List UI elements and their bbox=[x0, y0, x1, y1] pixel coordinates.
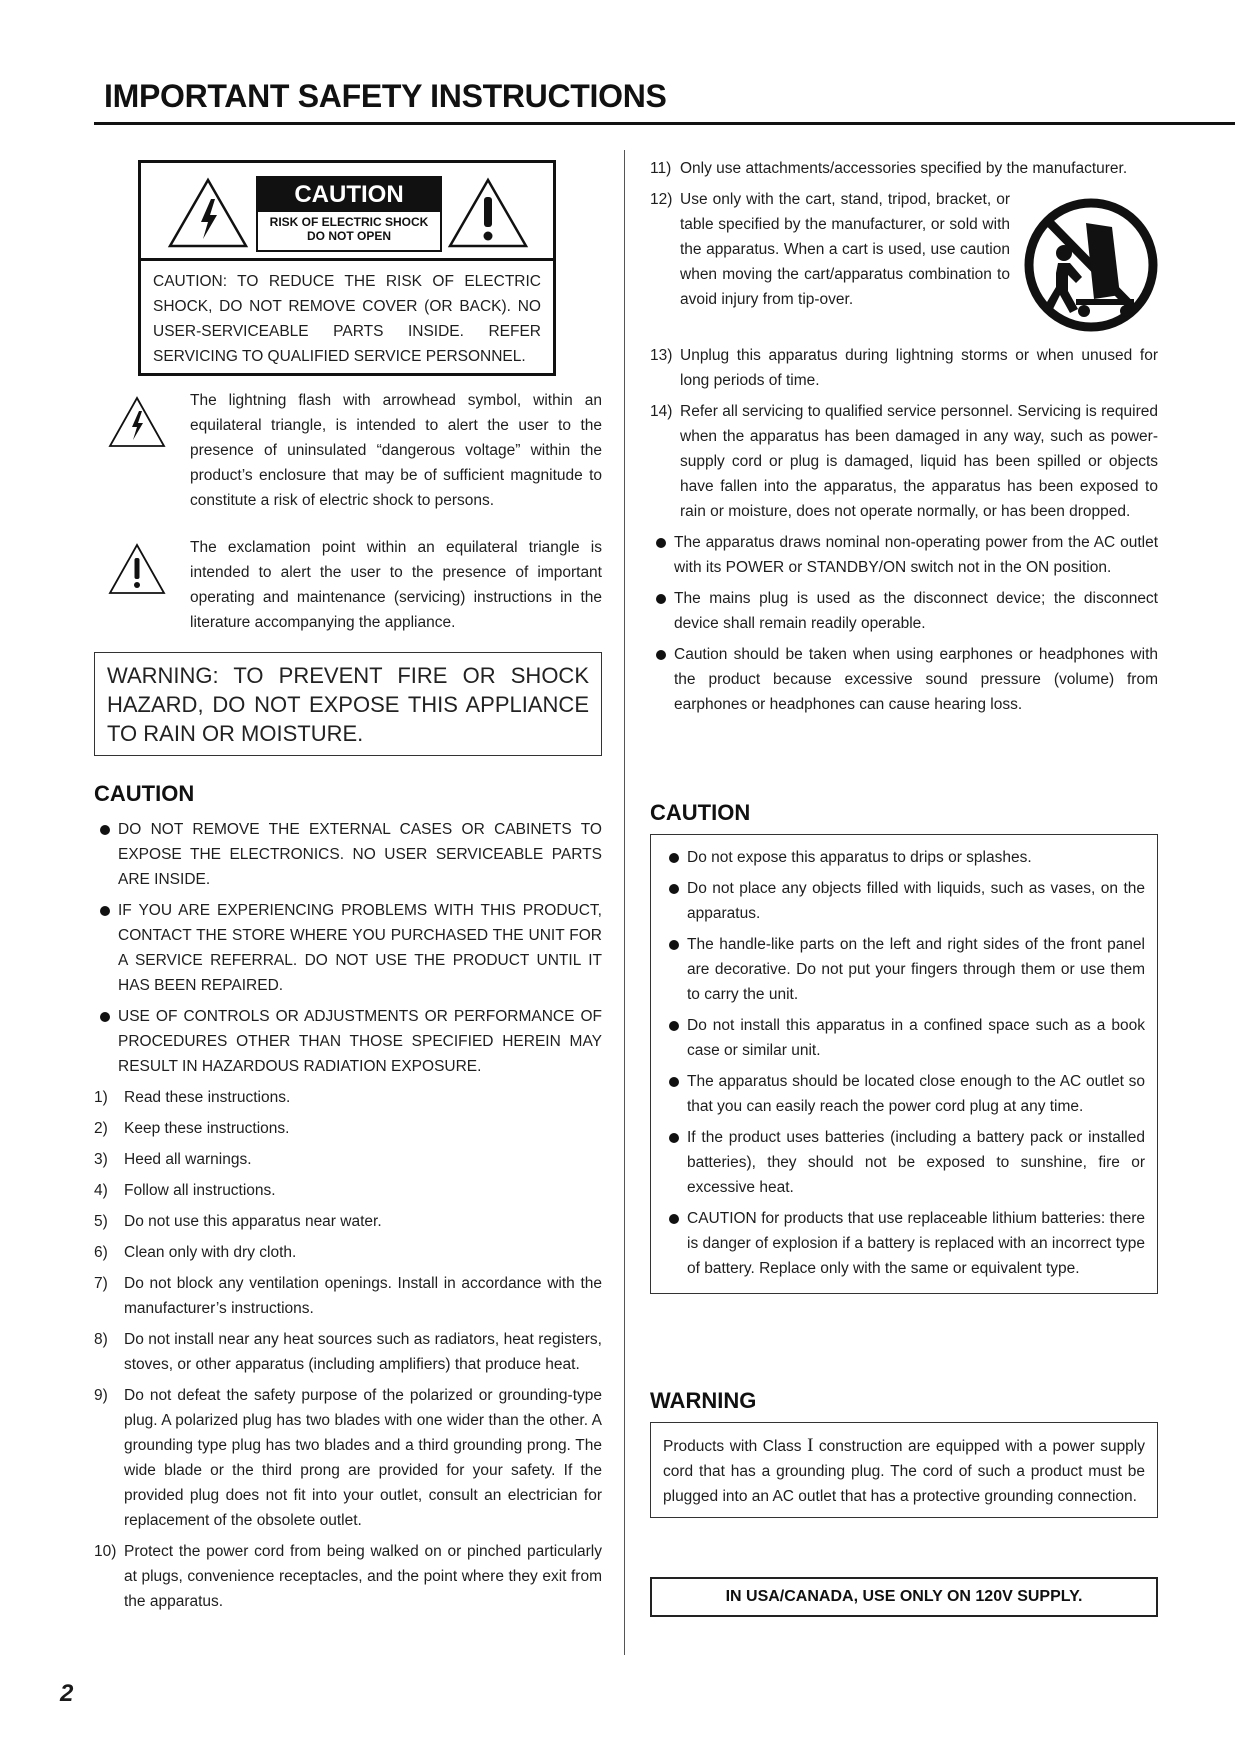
bullet-icon bbox=[669, 1133, 679, 1143]
right-caution-section bbox=[650, 800, 1158, 1294]
column-divider bbox=[624, 150, 625, 1655]
caution-label-box bbox=[138, 160, 556, 376]
list-item: 2) Keep these instructions. bbox=[94, 1120, 290, 1137]
list-item: IF YOU ARE EXPERIENCING PROBLEMS WITH THIS PRODUCT, CONTACT THE STORE WHERE YOU PURCHASED THE UNIT FOR A SERVICE REFERRAL. DO NOT USE THE PRODUCT UNTIL IT HAS BEEN REPAIRED. bbox=[94, 898, 602, 998]
list-item: Do not place any objects filled with liquids, such as vases, on the apparatus. bbox=[663, 876, 1145, 926]
list-item: If the product uses batteries (including a battery pack or installed batteries), they should not be exposed to sunshine, fire or excessive heat. bbox=[663, 1125, 1145, 1200]
left-caution-heading: CAUTION bbox=[94, 781, 195, 806]
fire-warning-box: WARNING: TO PREVENT FIRE OR SHOCK HAZARD, DO NOT EXPOSE THIS APPLIANCE TO RAIN OR MOISTURE. bbox=[94, 652, 602, 756]
list-item: 3) Heed all warnings. bbox=[94, 1151, 252, 1168]
exclamation-symbol-icon bbox=[108, 543, 166, 595]
bullet-icon bbox=[669, 1021, 679, 1031]
caution-label bbox=[256, 176, 442, 252]
instructions-list-left bbox=[94, 1085, 602, 1614]
bullet-icon bbox=[669, 884, 679, 894]
list-item: Do not install this apparatus in a confined space such as a book case or similar unit. bbox=[663, 1013, 1145, 1063]
bullet-icon bbox=[656, 650, 666, 660]
lightning-triangle-icon bbox=[167, 177, 249, 249]
right-caution-box bbox=[650, 834, 1158, 1294]
bullet-icon bbox=[100, 825, 110, 835]
cart-tip-over-icon bbox=[1024, 187, 1158, 339]
list-item: 6) Clean only with dry cloth. bbox=[94, 1244, 297, 1261]
list-item: Caution should be taken when using earphones or headphones with the product because excessive sound pressure (volume) from earphones or headphones can cause hearing loss. bbox=[650, 642, 1158, 717]
class-warning-section bbox=[650, 1388, 1158, 1518]
list-item: USE OF CONTROLS OR ADJUSTMENTS OR PERFORMANCE OF PROCEDURES OTHER THAN THOSE SPECIFIED HEREIN MAY RESULT IN HAZARDOUS RADIATION EXPOSURE. bbox=[94, 1004, 602, 1079]
list-item: 12) Use only with the cart, stand, tripod, bracket, or table specified by the manufacturer, or sold with the apparatus. When a cart is used, use caution when moving the cart/apparatus combination to avoid injury from tip-over. bbox=[650, 187, 1158, 312]
bullet-icon bbox=[669, 1214, 679, 1224]
power-bullets-list bbox=[650, 530, 1158, 717]
page-number: 2 bbox=[60, 1680, 74, 1707]
supply-note: IN USA/CANADA, USE ONLY ON 120V SUPPLY. bbox=[650, 1577, 1158, 1617]
caution-box-text: CAUTION: TO REDUCE THE RISK OF ELECTRIC SHOCK, DO NOT REMOVE COVER (OR BACK). NO USER-SERVICEABLE PARTS INSIDE. REFER SERVICING TO QUALIFIED SERVICE PERSONNEL. bbox=[153, 273, 541, 365]
lightning-explanation-text: The lightning flash with arrowhead symbol, within an equilateral triangle, is intended to alert the user to the presence of uninsulated “dangerous voltage” within the product’s enclosure that may be of sufficient magnitude to constitute a risk of electric shock to persons. bbox=[190, 392, 602, 509]
right-caution-list bbox=[663, 845, 1145, 1281]
bullet-icon bbox=[656, 594, 666, 604]
bullet-icon bbox=[669, 853, 679, 863]
bullet-icon bbox=[669, 940, 679, 950]
list-item: 8) Do not install near any heat sources such as radiators, heat registers, stoves, or other apparatus (including amplifiers) that produce heat. bbox=[94, 1331, 602, 1373]
title-rule bbox=[94, 122, 1235, 125]
right-instructions bbox=[650, 156, 1158, 723]
left-caution-section bbox=[94, 781, 602, 1620]
list-item: 5) Do not use this apparatus near water. bbox=[94, 1213, 382, 1230]
class-warning-heading: WARNING bbox=[650, 1388, 757, 1413]
exclamation-explanation bbox=[108, 535, 602, 635]
list-item: The apparatus draws nominal non-operating power from the AC outlet with its POWER or STANDBY/ON switch not in the ON position. bbox=[650, 530, 1158, 580]
exclamation-triangle-icon bbox=[447, 177, 529, 249]
list-item: DO NOT REMOVE THE EXTERNAL CASES OR CABINETS TO EXPOSE THE ELECTRONICS. NO USER SERVICEABLE PARTS ARE INSIDE. bbox=[94, 817, 602, 892]
caution-box-rule bbox=[141, 258, 553, 261]
lightning-explanation bbox=[108, 388, 602, 513]
list-item: 10) Protect the power cord from being walked on or pinched particularly at plugs, convenience receptacles, and the point where they exit from the apparatus. bbox=[94, 1543, 602, 1610]
list-item: The mains plug is used as the disconnect device; the disconnect device shall remain readily operable. bbox=[650, 586, 1158, 636]
class-mark: I bbox=[807, 1435, 814, 1456]
exclamation-explanation-text: The exclamation point within an equilateral triangle is intended to alert the user to the presence of important operating and maintenance (servicing) instructions in the literature accompanying the appliance. bbox=[190, 539, 602, 631]
bullet-icon bbox=[669, 1077, 679, 1087]
list-item: 7) Do not block any ventilation openings. Install in accordance with the manufacturer’s instructions. bbox=[94, 1275, 602, 1317]
list-item: 14) Refer all servicing to qualified service personnel. Servicing is required when the apparatus has been damaged in any way, such as power-supply cord or plug is damaged, liquid has been spilled or objects have fallen into the apparatus, the apparatus has been exposed to rain or moisture, does not operate normally, or has been dropped. bbox=[650, 403, 1158, 520]
bullet-icon bbox=[100, 1012, 110, 1022]
caution-label-heading: CAUTION bbox=[258, 178, 440, 212]
caution-label-line2: DO NOT OPEN bbox=[306, 229, 391, 243]
bullet-icon bbox=[656, 538, 666, 548]
page-title: IMPORTANT SAFETY INSTRUCTIONS bbox=[104, 78, 667, 114]
list-item: 9) Do not defeat the safety purpose of the polarized or grounding-type plug. A polarized plug has two blades with one wider than the other. A grounding type plug has two blades and a third grounding prong. The wide blade or the third prong are provided for your safety. If the provided plug does not fit into your outlet, consult an electrician for replacement of the obsolete outlet. bbox=[94, 1387, 602, 1529]
list-item: Do not expose this apparatus to drips or splashes. bbox=[663, 845, 1145, 870]
list-item: CAUTION for products that use replaceable lithium batteries: there is danger of explosion if a battery is replaced with an incorrect type of battery. Replace only with the same or equivalent type. bbox=[663, 1206, 1145, 1281]
list-item: 1) Read these instructions. bbox=[94, 1089, 291, 1106]
class-warning-box: Products with Class I construction are equipped with a power supply cord that has a grounding plug. The cord of such a product must be plugged into an AC outlet that has a protective grounding connection. bbox=[650, 1422, 1158, 1518]
list-item: The apparatus should be located close enough to the AC outlet so that you can easily reach the power cord plug at any time. bbox=[663, 1069, 1145, 1119]
right-caution-heading: CAUTION bbox=[650, 800, 751, 825]
instructions-list-right bbox=[650, 156, 1158, 524]
list-item: The handle-like parts on the left and right sides of the front panel are decorative. Do not put your fingers through them or use them to carry the unit. bbox=[663, 932, 1145, 1007]
lightning-symbol-icon bbox=[108, 396, 166, 448]
left-caution-list bbox=[94, 817, 602, 1079]
list-item: 13) Unplug this apparatus during lightning storms or when unused for long periods of time. bbox=[650, 347, 1158, 389]
list-item: 4) Follow all instructions. bbox=[94, 1182, 276, 1199]
bullet-icon bbox=[100, 906, 110, 916]
caution-label-line1: RISK OF ELECTRIC SHOCK bbox=[269, 215, 429, 229]
list-item: 11) Only use attachments/accessories specified by the manufacturer. bbox=[650, 160, 1128, 177]
